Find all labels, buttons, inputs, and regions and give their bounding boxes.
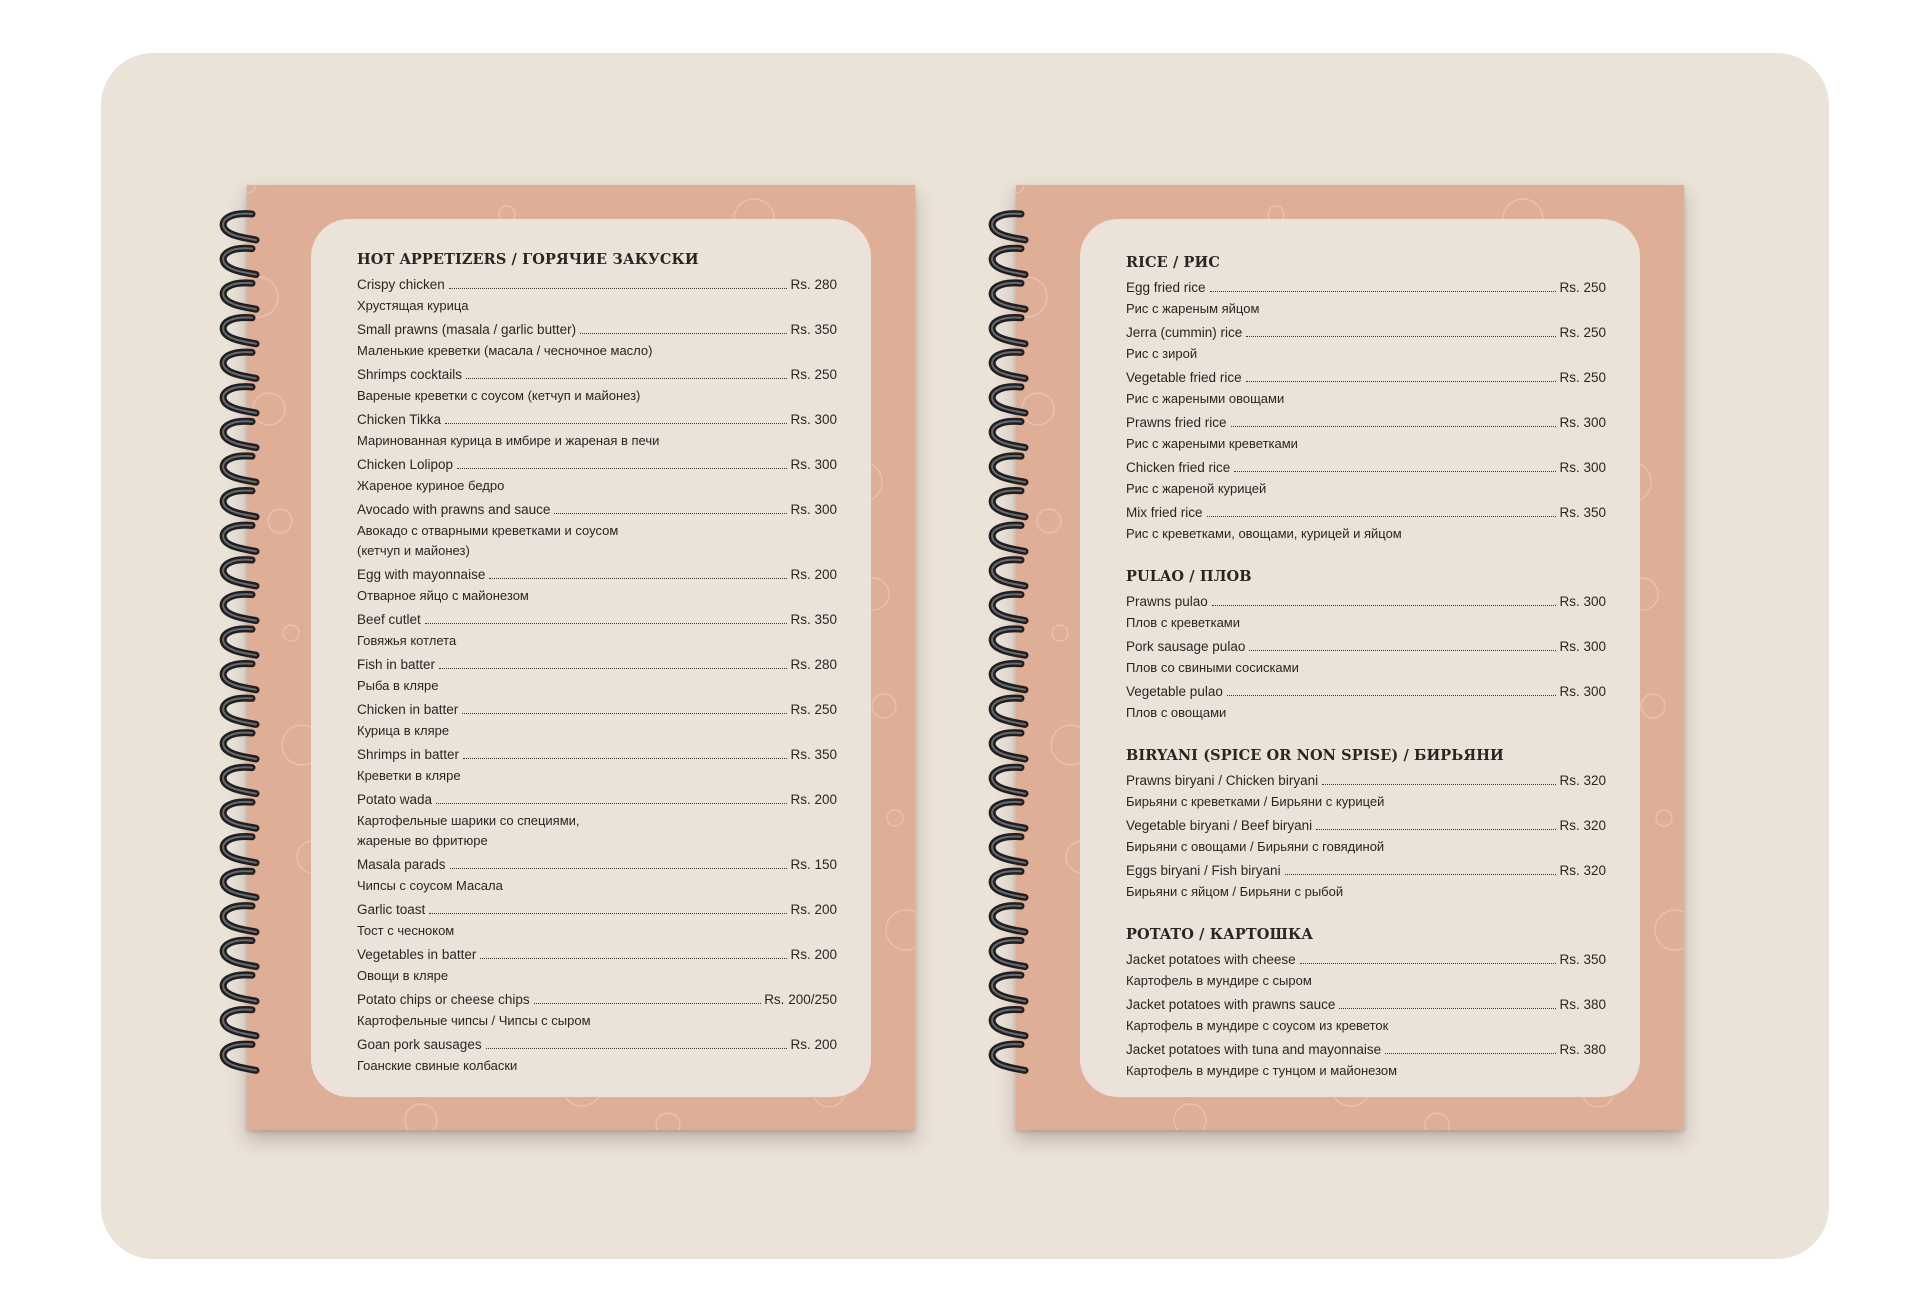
menu-item-line	[357, 947, 837, 964]
section-title: RICE / РИС	[1126, 254, 1220, 271]
item-translation: Рис с жареными овощами	[1126, 391, 1285, 406]
spiral-coil	[992, 733, 1025, 759]
spiral-coil	[223, 1009, 256, 1035]
spiral-coil	[992, 560, 1025, 586]
item-name: Crispy chicken	[357, 277, 445, 292]
item-name: Chicken Lolipop	[357, 457, 454, 472]
item-price: Rs. 200	[790, 902, 837, 917]
spiral-coil	[992, 836, 1025, 862]
spiral-coil	[223, 871, 256, 897]
item-price: Rs. 280	[790, 277, 837, 292]
item-translation: Авокадо с отварными креветками и соусом	[357, 523, 619, 538]
spiral-coil	[223, 490, 256, 516]
menu-item	[357, 412, 837, 449]
item-name: Pork sausage pulao	[1126, 639, 1246, 654]
item-price: Rs. 350	[1559, 505, 1606, 520]
spiral-coil	[992, 490, 1025, 516]
spiral-coil	[992, 629, 1025, 655]
dot-leader	[1322, 784, 1556, 785]
item-translation: Тост с чесноком	[357, 923, 455, 938]
spiral-coil	[992, 214, 1025, 240]
spiral-coil	[223, 560, 256, 586]
dot-leader	[1234, 471, 1556, 472]
left-menu-content	[357, 251, 837, 1100]
item-price: Rs. 200	[790, 947, 837, 962]
item-translation: Бирьяни с яйцом / Бирьяни с рыбой	[1126, 884, 1344, 899]
menu-item	[357, 367, 837, 404]
spiral-coil	[992, 975, 1025, 1001]
menu-item-line	[357, 1037, 837, 1054]
spiral-coil	[223, 387, 256, 413]
item-translation: Креветки в кляре	[357, 768, 461, 783]
menu-item	[357, 857, 837, 894]
dot-leader	[462, 713, 787, 714]
item-name: Egg with mayonnaise	[357, 567, 486, 582]
left-menu-page	[311, 219, 871, 1097]
menu-item-line	[1126, 952, 1606, 969]
item-price: Rs. 250	[1559, 325, 1606, 340]
item-translation: Вареные креветки с соусом (кетчуп и майонез)	[357, 388, 641, 403]
dot-leader	[450, 868, 788, 869]
menu-item-line	[357, 747, 837, 764]
dot-leader	[580, 333, 787, 334]
doodle-shape	[1052, 625, 1068, 641]
menu-item-line	[1126, 1042, 1606, 1059]
dot-leader	[480, 958, 787, 959]
menu-item	[1126, 684, 1606, 721]
menu-item-line	[1126, 370, 1606, 387]
dot-leader	[1231, 426, 1557, 427]
menu-item-line	[357, 702, 837, 719]
menu-item	[1126, 505, 1606, 542]
spiral-coil	[223, 940, 256, 966]
item-translation: Овощи в кляре	[357, 968, 449, 983]
item-name: Jerra (cummin) rice	[1126, 325, 1243, 340]
spiral-coil	[992, 456, 1025, 482]
dot-leader	[1385, 1053, 1556, 1054]
menu-item	[357, 702, 837, 739]
menu-item-line	[357, 457, 837, 474]
dot-leader	[429, 913, 787, 914]
spiral-coil	[992, 525, 1025, 551]
menu-item	[1126, 818, 1606, 855]
spiral-coil	[992, 283, 1025, 309]
doodle-shape	[1655, 910, 1684, 950]
dot-leader	[457, 468, 787, 469]
dot-leader	[1249, 650, 1556, 651]
menu-item	[1126, 1042, 1606, 1079]
item-translation: Отварное яйцо с майонезом	[357, 588, 529, 603]
item-price: Rs. 250	[790, 702, 837, 717]
spiral-coil	[223, 767, 256, 793]
item-translation: Плов с креветками	[1126, 615, 1240, 630]
menu-item-line	[357, 412, 837, 429]
doodle-shape	[656, 1113, 680, 1130]
dot-leader	[449, 288, 788, 289]
spiral-coil	[992, 940, 1025, 966]
item-name: Vegetable fried rice	[1126, 370, 1242, 385]
dot-leader	[1300, 963, 1557, 964]
doodle-shape	[1641, 694, 1665, 718]
spiral-coil	[992, 663, 1025, 689]
menu-item	[1126, 863, 1606, 900]
spiral-coil	[223, 802, 256, 828]
menu-item	[357, 277, 837, 314]
item-name: Prawns fried rice	[1126, 415, 1227, 430]
item-translation: Маринованная курица в имбире и жареная в печи	[357, 433, 660, 448]
dot-leader	[439, 668, 787, 669]
menu-item-line	[1126, 280, 1606, 297]
spiral-binding-right	[985, 200, 1045, 1080]
right-menu-content	[1126, 254, 1606, 1105]
dot-leader	[466, 378, 787, 379]
menu-item	[1126, 415, 1606, 452]
menu-item-line	[357, 657, 837, 674]
menu-item	[1126, 460, 1606, 497]
item-name: Chicken fried rice	[1126, 460, 1231, 475]
menu-item	[357, 322, 837, 359]
menu-item	[357, 992, 837, 1029]
spiral-coil	[992, 767, 1025, 793]
menu-item-line	[357, 277, 837, 294]
item-name: Shrimps in batter	[357, 747, 460, 762]
doodle-shape	[887, 810, 903, 826]
item-price: Rs. 200/250	[764, 992, 837, 1007]
item-translation: Курица в кляре	[357, 723, 450, 738]
item-price: Rs. 200	[790, 792, 837, 807]
item-name: Goan pork sausages	[357, 1037, 482, 1052]
item-name: Vegetable biryani / Beef biryani	[1126, 818, 1313, 833]
spiral-coil	[223, 456, 256, 482]
dot-leader	[1339, 1008, 1556, 1009]
dot-leader	[425, 623, 788, 624]
item-price: Rs. 300	[1559, 460, 1606, 475]
menu-item-line	[357, 367, 837, 384]
section-title: HOT APPETIZERS / ГОРЯЧИЕ ЗАКУСКИ	[357, 251, 699, 268]
right-menu-page	[1080, 219, 1640, 1097]
item-translation: (кетчуп и майонез)	[357, 543, 470, 558]
menu-item-line	[357, 902, 837, 919]
menu-item-line	[357, 857, 837, 874]
section-title: BIRYANI (SPICE OR NON SPISE) / БИРЬЯНИ	[1126, 747, 1504, 764]
spiral-coil	[223, 906, 256, 932]
menu-item-line	[357, 792, 837, 809]
menu-item	[1126, 280, 1606, 317]
menu-item-line	[1126, 505, 1606, 522]
menu-item-line	[1126, 818, 1606, 835]
item-price: Rs. 280	[790, 657, 837, 672]
spiral-coil	[223, 214, 256, 240]
spiral-coil	[223, 352, 256, 378]
item-price: Rs. 300	[1559, 684, 1606, 699]
dot-leader	[1285, 874, 1557, 875]
spiral-coil	[992, 352, 1025, 378]
menu-item	[357, 612, 837, 649]
menu-item	[1126, 773, 1606, 810]
menu-section	[1126, 926, 1606, 1079]
item-price: Rs. 320	[1559, 818, 1606, 833]
item-name: Avocado with prawns and sauce	[357, 502, 551, 517]
item-price: Rs. 320	[1559, 863, 1606, 878]
spiral-coil	[223, 248, 256, 274]
item-name: Mix fried rice	[1126, 505, 1203, 520]
menu-item-line	[357, 567, 837, 584]
doodle-shape	[1016, 185, 1024, 193]
item-name: Chicken Tikka	[357, 412, 442, 427]
doodle-shape	[1425, 1113, 1449, 1130]
item-price: Rs. 250	[790, 367, 837, 382]
doodle-shape	[283, 625, 299, 641]
item-price: Rs. 200	[790, 1037, 837, 1052]
item-translation: Бирьяни с креветками / Бирьяни с курицей	[1126, 794, 1385, 809]
menu-item-line	[357, 992, 837, 1009]
spiral-coil	[992, 871, 1025, 897]
item-price: Rs. 200	[790, 567, 837, 582]
item-name: Potato wada	[357, 792, 433, 807]
spiral-coil	[992, 802, 1025, 828]
menu-item	[1126, 952, 1606, 989]
menu-item	[357, 902, 837, 939]
item-translation: Рис с жареной курицей	[1126, 481, 1267, 496]
spiral-coil	[992, 1044, 1025, 1070]
doodle-shape	[886, 910, 915, 950]
item-name: Jacket potatoes with cheese	[1126, 952, 1296, 967]
item-name: Potato chips or cheese chips	[357, 992, 530, 1007]
spiral-coil	[223, 283, 256, 309]
spiral-coil	[992, 1009, 1025, 1035]
spiral-coil	[992, 698, 1025, 724]
right-notebook	[1016, 185, 1684, 1130]
menu-item-line	[1126, 997, 1606, 1014]
item-price: Rs. 380	[1559, 997, 1606, 1012]
item-name: Jacket potatoes with prawns sauce	[1126, 997, 1336, 1012]
menu-item	[1126, 370, 1606, 407]
item-translation: Рис с креветками, овощами, курицей и яйцом	[1126, 526, 1402, 541]
item-translation: Говяжья котлета	[357, 633, 457, 648]
item-price: Rs. 350	[790, 322, 837, 337]
menu-item	[357, 567, 837, 604]
menu-item-line	[1126, 594, 1606, 611]
menu-section	[1126, 568, 1606, 721]
item-translation: Рыба в кляре	[357, 678, 439, 693]
menu-item	[1126, 594, 1606, 631]
item-name: Vegetable pulao	[1126, 684, 1223, 699]
dot-leader	[1207, 516, 1557, 517]
item-price: Rs. 300	[1559, 415, 1606, 430]
item-translation: Рис с жареным яйцом	[1126, 301, 1260, 316]
spiral-coil	[992, 421, 1025, 447]
item-translation: Плов с овощами	[1126, 705, 1227, 720]
menu-item-line	[1126, 460, 1606, 477]
item-price: Rs. 380	[1559, 1042, 1606, 1057]
doodle-shape	[872, 694, 896, 718]
item-name: Prawns pulao	[1126, 594, 1208, 609]
spiral-coil	[223, 525, 256, 551]
dot-leader	[1246, 381, 1557, 382]
item-price: Rs. 300	[790, 412, 837, 427]
menu-section	[1126, 254, 1606, 542]
item-name: Jacket potatoes with tuna and mayonnaise	[1126, 1042, 1382, 1057]
dot-leader	[1212, 605, 1557, 606]
dot-leader	[1227, 695, 1557, 696]
item-translation: Маленькие креветки (масала / чесночное масло)	[357, 343, 653, 358]
item-price: Rs. 250	[1559, 370, 1606, 385]
item-name: Masala parads	[357, 857, 446, 872]
item-translation: Бирьяни с овощами / Бирьяни с говядиной	[1126, 839, 1385, 854]
dot-leader	[489, 578, 787, 579]
menu-section	[357, 251, 837, 1074]
spiral-coil	[223, 733, 256, 759]
spiral-coil	[223, 698, 256, 724]
menu-item	[357, 947, 837, 984]
item-translation: Плов со свиными сосисками	[1126, 660, 1299, 675]
menu-item-line	[1126, 639, 1606, 656]
item-translation: Картофельные чипсы / Чипсы с сыром	[357, 1013, 591, 1028]
dot-leader	[1316, 829, 1556, 830]
dot-leader	[1210, 291, 1557, 292]
spiral-binding-left	[216, 200, 276, 1080]
item-name: Egg fried rice	[1126, 280, 1206, 295]
section-title: PULAO / ПЛОВ	[1126, 568, 1252, 585]
doodle-shape	[247, 185, 255, 193]
item-translation: Чипсы с соусом Масала	[357, 878, 503, 893]
item-price: Rs. 350	[1559, 952, 1606, 967]
item-price: Rs. 150	[790, 857, 837, 872]
item-translation: Рис с зирой	[1126, 346, 1198, 361]
dot-leader	[1246, 336, 1556, 337]
spiral-coil	[992, 906, 1025, 932]
item-translation: Жареное куриное бедро	[357, 478, 505, 493]
spiral-coil	[223, 421, 256, 447]
dot-leader	[534, 1003, 762, 1004]
item-price: Rs. 300	[1559, 594, 1606, 609]
item-price: Rs. 350	[790, 747, 837, 762]
spiral-coil	[223, 594, 256, 620]
spiral-coil	[223, 975, 256, 1001]
item-name: Small prawns (masala / garlic butter)	[357, 322, 577, 337]
menu-item-line	[357, 612, 837, 629]
item-translation: Картофель в мундире с тунцом и майонезом	[1126, 1063, 1398, 1078]
spiral-coil	[992, 387, 1025, 413]
section-title: POTATO / КАРТОШКА	[1126, 926, 1314, 943]
menu-item	[357, 747, 837, 784]
doodle-shape	[1174, 1104, 1206, 1130]
doodle-shape	[405, 1104, 437, 1130]
item-name: Chicken in batter	[357, 702, 459, 717]
menu-item	[357, 792, 837, 849]
dot-leader	[463, 758, 787, 759]
spiral-coil	[223, 317, 256, 343]
dot-leader	[445, 423, 787, 424]
item-price: Rs. 250	[1559, 280, 1606, 295]
item-name: Vegetables in batter	[357, 947, 477, 962]
menu-item-line	[1126, 684, 1606, 701]
item-name: Shrimps cocktails	[357, 367, 463, 382]
item-name: Eggs biryani / Fish biryani	[1126, 863, 1281, 878]
spiral-coil	[223, 663, 256, 689]
menu-item	[357, 457, 837, 494]
item-translation: жареные во фритюре	[357, 833, 488, 848]
item-translation: Рис с жареными креветками	[1126, 436, 1298, 451]
item-translation: Картофель в мундире с сыром	[1126, 973, 1312, 988]
spiral-coil	[992, 317, 1025, 343]
menu-item	[1126, 325, 1606, 362]
item-price: Rs. 300	[790, 502, 837, 517]
menu-item	[357, 657, 837, 694]
item-name: Beef cutlet	[357, 612, 421, 627]
doodle-shape	[1656, 810, 1672, 826]
menu-item	[357, 1037, 837, 1074]
menu-item	[1126, 997, 1606, 1034]
dot-leader	[554, 513, 787, 514]
menu-item-line	[1126, 325, 1606, 342]
menu-item-line	[1126, 415, 1606, 432]
dot-leader	[436, 803, 787, 804]
item-name: Prawns biryani / Chicken biryani	[1126, 773, 1319, 788]
menu-item	[357, 502, 837, 559]
item-price: Rs. 300	[790, 457, 837, 472]
item-price: Rs. 300	[1559, 639, 1606, 654]
item-translation: Хрустящая курица	[357, 298, 469, 313]
spiral-coil	[223, 629, 256, 655]
item-price: Rs. 320	[1559, 773, 1606, 788]
item-translation: Картофельные шарики со специями,	[357, 813, 580, 828]
menu-item-line	[357, 322, 837, 339]
item-translation: Гоанские свиные колбаски	[357, 1058, 518, 1073]
item-name: Fish in batter	[357, 657, 436, 672]
menu-section	[1126, 747, 1606, 900]
menu-item-line	[357, 502, 837, 519]
spiral-coil	[992, 248, 1025, 274]
menu-item	[1126, 639, 1606, 676]
spiral-coil	[223, 836, 256, 862]
item-price: Rs. 350	[790, 612, 837, 627]
item-translation: Картофель в мундире с соусом из креветок	[1126, 1018, 1389, 1033]
menu-item-line	[1126, 773, 1606, 790]
menu-item-line	[1126, 863, 1606, 880]
spiral-coil	[992, 594, 1025, 620]
spiral-coil	[223, 1044, 256, 1070]
left-notebook	[247, 185, 915, 1130]
dot-leader	[486, 1048, 788, 1049]
item-name: Garlic toast	[357, 902, 426, 917]
